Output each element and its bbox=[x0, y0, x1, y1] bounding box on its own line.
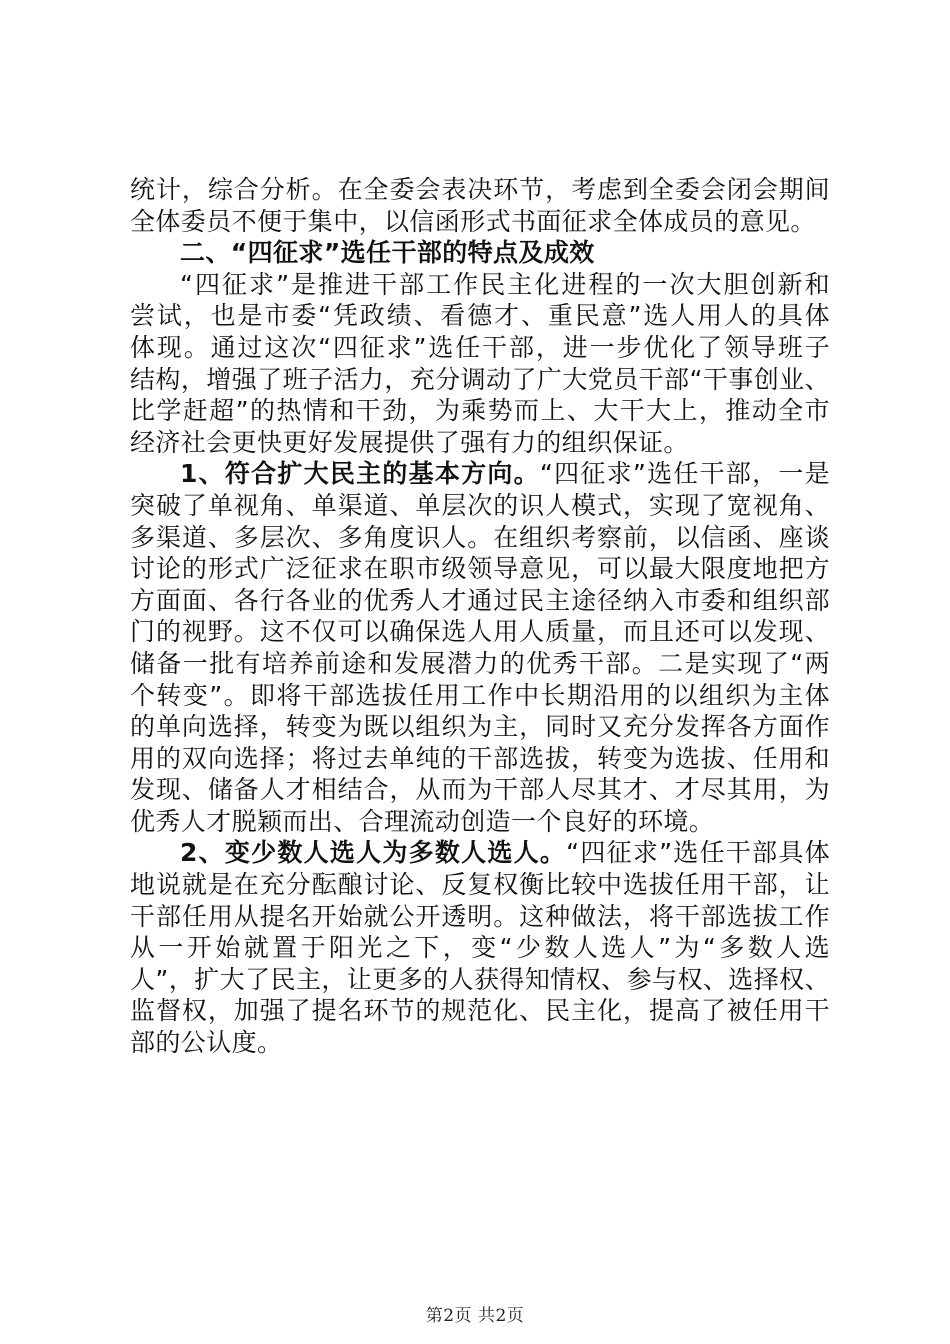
paragraph-line: 优秀人才脱颖而出、合理流动创造一个良好的环境。 bbox=[130, 806, 715, 836]
paragraph-line: 经济社会更快更好发展提供了强有力的组织保证。 bbox=[130, 427, 689, 457]
paragraph-line: 体现。通过这次“四征求”选任干部，进一步优化了领导班子 bbox=[130, 332, 830, 362]
paragraph-line: 多渠道、多层次、多角度识人。在组织考察前，以信函、座谈 bbox=[130, 522, 830, 552]
paragraph-line: 监督权，加强了提名环节的规范化、民主化，提高了被任用干 bbox=[130, 996, 830, 1026]
paragraph-line: 突破了单视角、单渠道、单层次的识人模式，实现了宽视角、 bbox=[130, 490, 830, 520]
paragraph-line: 部的公认度。 bbox=[130, 1028, 283, 1058]
document-body bbox=[130, 174, 830, 1059]
subheading-line bbox=[130, 458, 830, 490]
paragraph-line: 讨论的形式广泛征求在职市级领导意见，可以最大限度地把方 bbox=[130, 554, 830, 584]
subheading-title: 1、符合扩大民主的基本方向。 bbox=[180, 459, 540, 489]
paragraph-line: 储备一批有培养前途和发展潜力的优秀干部。二是实现了“两 bbox=[130, 648, 830, 678]
paragraph-line: 方面面、各行各业的优秀人才通过民主途径纳入市委和组织部 bbox=[130, 585, 830, 615]
paragraph-line: 个转变”。即将干部选拔任用工作中长期沿用的以组织为主体 bbox=[130, 680, 830, 710]
paragraph-line: 比学赶超”的热情和干劲，为乘势而上、大干大上，推动全市 bbox=[130, 396, 830, 426]
paragraph-line: 全体委员不便于集中，以信函形式书面征求全体成员的意见。 bbox=[130, 206, 816, 236]
subheading-body: “四征求”选任干部具体 bbox=[566, 838, 830, 868]
paragraph-line: 尝试，也是市委“凭政绩、看德才、重民意”选人用人的具体 bbox=[130, 301, 830, 331]
paragraph-line: 结构，增强了班子活力，充分调动了广大党员干部“干事创业、 bbox=[130, 364, 830, 394]
section-heading: 二、“四征求”选任干部的特点及成效 bbox=[180, 238, 595, 268]
paragraph-line: 统计，综合分析。在全委会表决环节，考虑到全委会闭会期间 bbox=[130, 175, 830, 204]
subheading-line bbox=[130, 837, 830, 869]
subheading-title: 2、变少数人选人为多数人选人。 bbox=[180, 838, 567, 868]
paragraph-line: 的单向选择，转变为既以组织为主，同时又充分发挥各方面作 bbox=[130, 712, 830, 742]
paragraph-line: 干部任用从提名开始就公开透明。这种做法，将干部选拔工作 bbox=[130, 901, 830, 931]
paragraph-line: 地说就是在充分酝酿讨论、反复权衡比较中选拔任用干部，让 bbox=[130, 870, 830, 900]
page-footer: 第2页 共2页 bbox=[425, 1306, 525, 1326]
paragraph-line: 发现、储备人才相结合，从而为干部人尽其才、才尽其用，为 bbox=[130, 775, 830, 805]
paragraph-line: 门的视野。这不仅可以确保选人用人质量，而且还可以发现、 bbox=[130, 617, 830, 647]
paragraph-line: 用的双向选择；将过去单纯的干部选拔，转变为选拔、任用和 bbox=[130, 743, 830, 773]
subheading-body: “四征求”选任干部，一是 bbox=[539, 459, 830, 489]
paragraph-line: 从一开始就置于阳光之下，变“少数人选人”为“多数人选 bbox=[130, 933, 830, 963]
paragraph-line: “四征求”是推进干部工作民主化进程的一次大胆创新和 bbox=[180, 269, 830, 299]
paragraph-line: 人”，扩大了民主，让更多的人获得知情权、参与权、选择权、 bbox=[130, 964, 830, 994]
